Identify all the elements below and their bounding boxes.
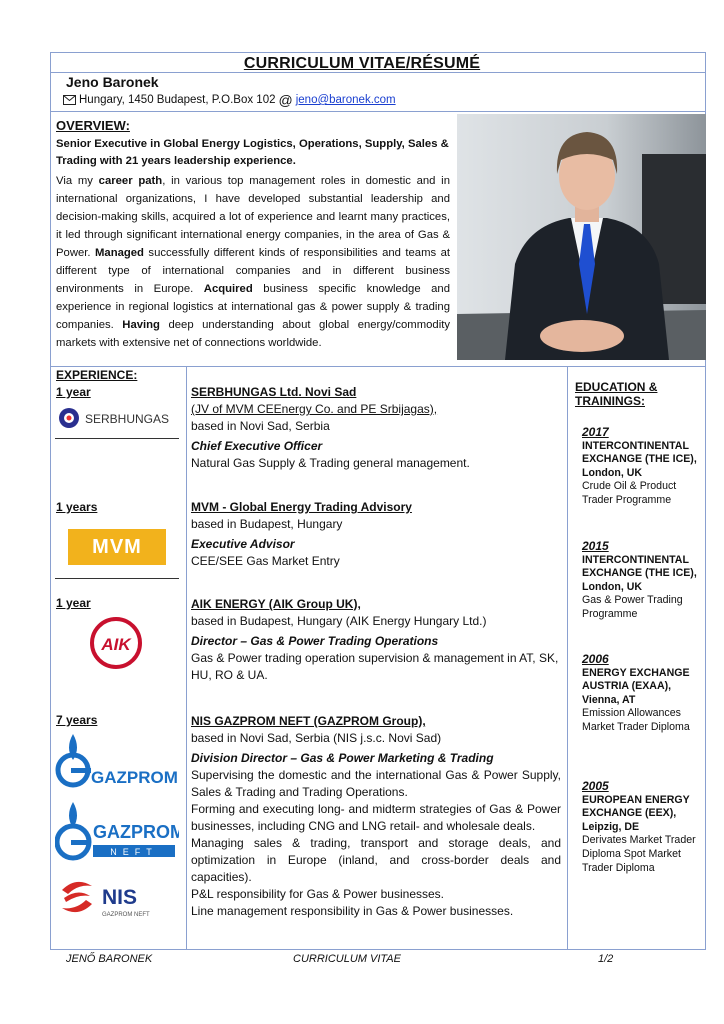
company-location: based in Novi Sad, Serbia (NIS j.s.c. Novi Sad) (191, 731, 442, 745)
gazprom-logo-text: GAZPROM (91, 768, 178, 787)
candidate-name: Jeno Baronek (66, 74, 159, 90)
job-description: Natural Gas Supply & Trading general management. (191, 456, 470, 470)
job-duration: 1 year (56, 385, 91, 399)
education-year: 2015 (582, 539, 609, 553)
job-description: Gas & Power trading operation supervision & management in AT, SK, HU, RO & UA. (191, 651, 559, 682)
company-name: AIK ENERGY (AIK Group UK), (191, 597, 361, 611)
job-description: Managing sales & trading, transport and storage deals, and optimization in Europe (inland, and cross-border deals and capacities). (191, 836, 561, 884)
job-entry (191, 384, 561, 472)
education-year: 2006 (582, 652, 609, 666)
footer-page-number: 1/2 (598, 953, 614, 965)
overview-emphasis: Acquired (203, 283, 253, 295)
job-description: Line management responsibility in Gas & Power businesses. (191, 904, 514, 918)
at-symbol: @ (278, 92, 293, 108)
address-text: Hungary, 1450 Budapest, P.O.Box 102 (79, 94, 276, 106)
neft-logo-text: NEFT (110, 847, 158, 857)
mvm-logo-text: MVM (92, 535, 142, 558)
footer-name: JENŐ BARONEK (66, 953, 153, 965)
aik-logo (85, 616, 145, 670)
serbhungas-logo-text: SERBHUNGAS (85, 412, 170, 426)
education-year: 2017 (582, 425, 609, 439)
education-programme: Crude Oil & Product Trader Programme (582, 480, 677, 506)
education-institution: INTERCONTINENTAL EXCHANGE (THE ICE), London, UK (582, 439, 697, 479)
job-description: P&L responsibility for Gas & Power businesses. (191, 887, 445, 901)
nis-logo-subtext: GAZPROM NEFT (102, 912, 150, 918)
overview-emphasis: Managed (95, 247, 144, 259)
company-location: based in Budapest, Hungary (AIK Energy Hungary Ltd.) (191, 614, 487, 628)
job-duration: 1 years (56, 500, 98, 514)
education-programme: Emission Allowances Market Trader Diploma (582, 707, 690, 733)
education-year: 2005 (582, 779, 609, 793)
job-description: Supervising the domestic and the international Gas & Power Supply, Sales & Trading and Trading Operations. (191, 768, 561, 799)
mvm-logo (68, 529, 166, 565)
company-detail: (JV of MVM CEEnergy Co. and PE Srbijagas), (191, 402, 438, 416)
job-role: Division Director – Gas & Power Marketing & Trading (191, 751, 494, 765)
education-column-divider (567, 366, 568, 950)
company-name: SERBHUNGAS Ltd. Novi Sad (191, 385, 357, 399)
company-location: based in Budapest, Hungary (191, 517, 343, 531)
job-separator (55, 578, 179, 579)
overview-emphasis: Having (122, 319, 160, 331)
overview-lead: Senior Executive in Global Energy Logistics, Operations, Supply, Sales & Trading with 21 years leadership experience. (56, 138, 449, 167)
overview-divider (50, 366, 706, 367)
education-item (582, 540, 700, 622)
job-duration: 7 years (56, 713, 98, 727)
job-description: CEE/SEE Gas Market Entry (191, 554, 340, 568)
company-name: NIS GAZPROM NEFT (GAZPROM Group), (191, 714, 426, 728)
job-entry (191, 713, 561, 920)
education-institution: ENERGY EXCHANGE AUSTRIA (EXAA), Vienna, AT (582, 666, 690, 706)
job-entry (191, 596, 561, 684)
overview-heading: OVERVIEW: (56, 118, 130, 133)
overview-emphasis: career path (98, 175, 163, 187)
education-item (582, 653, 700, 735)
overview-text: deep understanding about global energy/commodity markets with extensive net of connections worldwide. (56, 319, 450, 349)
gazprom-neft-logo (55, 800, 179, 864)
education-programme: Derivates Market Trader Diploma Spot Market Trader Diploma (582, 834, 696, 874)
contact-line (63, 92, 396, 108)
serbhungas-logo (58, 404, 178, 432)
aik-logo-text: AIK (101, 635, 131, 654)
portrait-photo (457, 114, 706, 360)
education-heading: EDUCATION & TRAININGS: (575, 380, 658, 408)
education-institution: EUROPEAN ENERGY EXCHANGE (EEX), Leipzig, DE (582, 793, 690, 833)
nis-logo (58, 874, 176, 920)
nis-logo-text: NIS (102, 886, 138, 909)
job-entry (191, 499, 561, 570)
overview-text: successfully different kinds of responsibilities and teams at different type of international companies and in different business environments in Europe. (56, 247, 450, 295)
overview-text: , in various top management roles in domestic and in international organizations, I have developed substantial leadership and decision-making skills, acquired a lot of experience and learnt many practices, it led through significant international energy companies, in the area of Gas & Power. (56, 175, 450, 259)
gazprom-logo (55, 730, 179, 790)
overview-text: business specific knowledge and experience in regional logistics at international gas & power supply & trading companies. (56, 283, 451, 331)
header-divider (50, 111, 706, 112)
job-role: Executive Advisor (191, 537, 295, 551)
education-item (582, 426, 700, 508)
job-duration: 1 year (56, 596, 91, 610)
logo-column-divider (186, 366, 187, 950)
job-description: Forming and executing long- and midterm strategies of Gas & Power businesses, including CNG and LNG retail- and wholesale deals. (191, 802, 561, 833)
envelope-icon (63, 95, 76, 105)
education-institution: INTERCONTINENTAL EXCHANGE (THE ICE), London, UK (582, 553, 697, 593)
education-item (582, 780, 700, 875)
gazprom-neft-logo-text: GAZPROM (93, 822, 179, 842)
footer-doc-title: CURRICULUM VITAE (293, 953, 401, 965)
job-separator (55, 438, 179, 439)
job-role: Chief Executive Officer (191, 439, 323, 453)
company-name: MVM - Global Energy Trading Advisory (191, 500, 412, 514)
job-role: Director – Gas & Power Trading Operations (191, 634, 439, 648)
education-programme: Gas & Power Trading Programme (582, 594, 683, 620)
experience-heading: EXPERIENCE: (56, 368, 138, 382)
page-title: CURRICULUM VITAE/RÉSUMÉ (243, 55, 481, 72)
company-location: based in Novi Sad, Serbia (191, 419, 330, 433)
overview-body (56, 172, 450, 352)
overview-text: Via my (56, 175, 99, 187)
email-link[interactable]: jeno@baronek.com (295, 94, 396, 106)
